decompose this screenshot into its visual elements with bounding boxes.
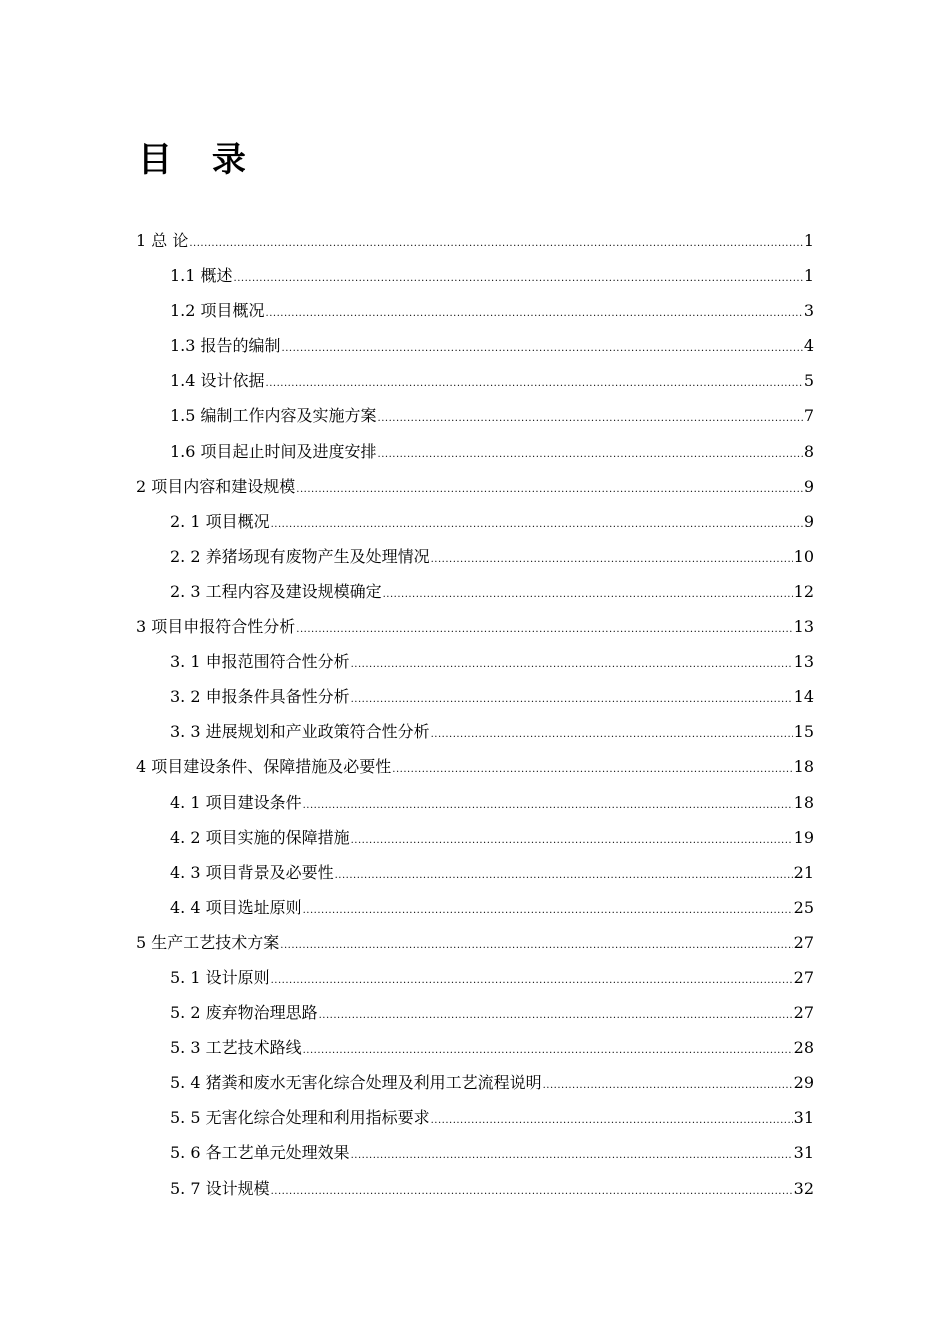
toc-dot-leader [351,823,793,858]
toc-entry-label: 5. 3 工艺技术路线 [170,1038,302,1058]
toc-entry-label: 1 总 论 [136,231,189,250]
toc-chapter-entry[interactable] [136,223,814,258]
toc-section-entry[interactable] [136,1065,814,1100]
toc-section-entry[interactable] [136,679,814,714]
toc-section-entry[interactable] [136,855,814,890]
toc-entry-label: 1.1 概述 [170,266,233,286]
toc-dot-leader [266,296,803,331]
toc-entry-label: 1.2 项目概况 [170,301,265,321]
toc-section-entry[interactable] [136,1100,814,1135]
toc-page-number: 27 [793,1003,814,1023]
toc-entry-label: 5. 1 设计原则 [170,967,270,987]
toc-section-entry[interactable] [136,574,814,609]
toc-page-number: 9 [803,476,814,496]
toc-dot-leader [335,858,793,893]
toc-chapter-entry[interactable] [136,609,814,644]
toc-entry-label: 1.6 项目起止时间及进度安排 [170,441,377,461]
toc-entry-label: 2 项目内容和建设规模 [136,476,296,496]
toc-dot-leader [351,1138,793,1173]
toc-page-number: 7 [803,406,814,426]
toc-page-number: 19 [793,827,814,847]
toc-entry-label: 1.3 报告的编制 [170,336,281,356]
toc-entry-label: 5. 5 无害化综合处理和利用指标要求 [170,1108,430,1128]
toc-page-number: 9 [803,511,814,531]
toc-page-number: 18 [793,792,814,812]
toc-entry-label: 1.5 编制工作内容及实施方案 [170,406,377,426]
toc-entry-label: 5. 2 废弃物治理思路 [170,1003,318,1023]
toc-page-number: 21 [793,862,814,882]
toc-entry-label: 2. 3 工程内容及建设规模确定 [170,581,382,601]
toc-entry-label: 5. 4 猪粪和废水无害化综合处理及利用工艺流程说明 [170,1073,542,1093]
toc-entry-label: 2. 2 养猪场现有废物产生及处理情况 [170,546,430,566]
toc-dot-leader [392,752,792,787]
toc-page-number: 25 [793,897,814,917]
toc-dot-leader [303,1033,793,1068]
toc-section-entry[interactable] [136,820,814,855]
toc-section-entry[interactable] [136,644,814,679]
toc-page-number: 28 [793,1038,814,1058]
toc-entry-label: 4. 4 项目选址原则 [170,897,302,917]
toc-dot-leader [296,472,803,507]
toc-dot-leader [431,542,793,577]
toc-page-number: 14 [793,687,814,707]
toc-section-entry[interactable] [136,258,814,293]
toc-section-entry[interactable] [136,504,814,539]
toc-section-entry[interactable] [136,960,814,995]
toc-page-number: 31 [793,1143,814,1163]
toc-page-number: 29 [793,1073,814,1093]
toc-section-entry[interactable] [136,890,814,925]
toc-entry-label: 4. 3 项目背景及必要性 [170,862,334,882]
toc-dot-leader [378,401,803,436]
toc-dot-leader [271,507,803,542]
toc-page-number: 13 [793,652,814,672]
table-of-contents [136,223,814,1206]
toc-entry-label: 3. 2 申报条件具备性分析 [170,687,350,707]
toc-page-number: 10 [793,546,814,566]
toc-section-entry[interactable] [136,328,814,363]
toc-dot-leader [383,577,793,612]
toc-section-entry[interactable] [136,1030,814,1065]
toc-page-number: 1 [803,231,814,250]
toc-section-entry[interactable] [136,995,814,1030]
toc-dot-leader [303,788,793,823]
toc-page-number: 3 [803,301,814,321]
page-title: 目 录 [138,140,260,180]
toc-page-number: 12 [793,581,814,601]
toc-entry-label: 3 项目申报符合性分析 [136,617,296,637]
toc-page-number: 13 [793,617,814,637]
toc-entry-label: 5. 6 各工艺单元处理效果 [170,1143,350,1163]
toc-chapter-entry[interactable] [136,749,814,784]
toc-entry-label: 3. 3 进展规划和产业政策符合性分析 [170,722,430,742]
toc-chapter-entry[interactable] [136,925,814,960]
toc-section-entry[interactable] [136,1135,814,1170]
toc-entry-label: 4. 2 项目实施的保障措施 [170,827,350,847]
toc-dot-leader [303,893,793,928]
toc-dot-leader [266,366,803,401]
toc-page-number: 5 [803,371,814,391]
toc-dot-leader [280,928,792,963]
toc-section-entry[interactable] [136,539,814,574]
toc-page-number: 4 [803,336,814,356]
toc-page-number: 18 [793,757,814,777]
toc-section-entry[interactable] [136,398,814,433]
toc-dot-leader [378,437,803,472]
toc-dot-leader [351,647,793,682]
toc-dot-leader [296,612,792,647]
toc-dot-leader [431,1103,793,1138]
toc-dot-leader [431,717,793,752]
toc-entry-label: 1.4 设计依据 [170,371,265,391]
toc-page-number: 15 [793,722,814,742]
toc-entry-label: 4 项目建设条件、保障措施及必要性 [136,757,392,777]
toc-section-entry[interactable] [136,1171,814,1206]
toc-section-entry[interactable] [136,293,814,328]
toc-page-number: 31 [793,1108,814,1128]
toc-entry-label: 2. 1 项目概况 [170,511,270,531]
toc-entry-label: 5. 7 设计规模 [170,1178,270,1198]
toc-page-number: 8 [803,441,814,461]
toc-page-number: 32 [793,1178,814,1198]
toc-section-entry[interactable] [136,434,814,469]
toc-page-number: 1 [803,266,814,286]
toc-dot-leader [543,1068,793,1103]
toc-dot-leader [234,261,803,296]
toc-dot-leader [271,1174,793,1209]
toc-entry-label: 5 生产工艺技术方案 [136,932,280,952]
toc-section-entry[interactable] [136,785,814,820]
toc-entry-label: 4. 1 项目建设条件 [170,792,302,812]
toc-section-entry[interactable] [136,714,814,749]
toc-section-entry[interactable] [136,363,814,398]
toc-page-number: 27 [793,967,814,987]
toc-dot-leader [189,226,802,261]
toc-dot-leader [282,331,803,366]
toc-dot-leader [319,998,793,1033]
toc-dot-leader [271,963,793,998]
toc-chapter-entry[interactable] [136,469,814,504]
toc-entry-label: 3. 1 申报范围符合性分析 [170,652,350,672]
toc-dot-leader [351,682,793,717]
toc-page-number: 27 [793,932,814,952]
